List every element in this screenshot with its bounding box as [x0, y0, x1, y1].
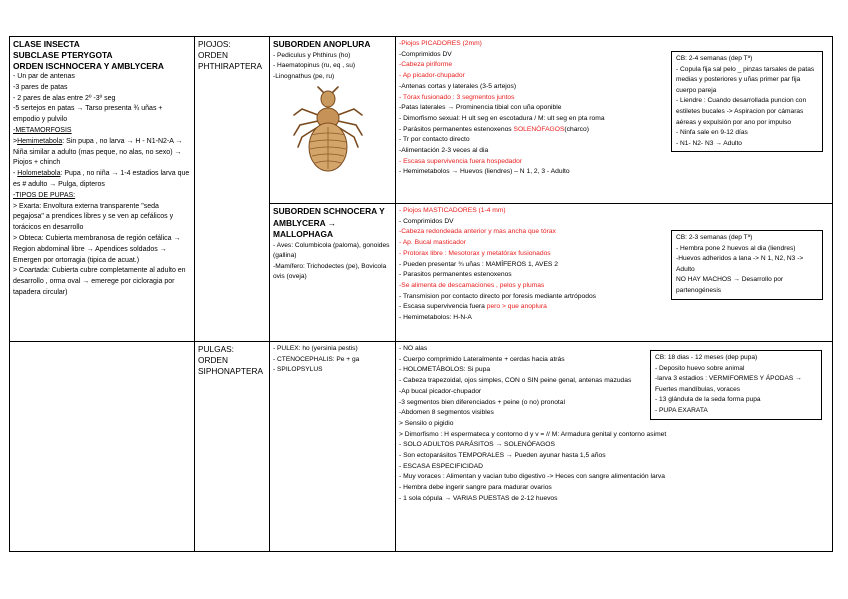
trait-line: - Comprimidos DV — [399, 217, 454, 225]
trait-line: - Muy voraces : Alimentan y vacian tubo digestivo -> Heces con sangre alimentación larva — [399, 473, 665, 481]
suborder-title: SUBORDEN ANOPLURA — [273, 39, 371, 49]
trait-line: - Protorax libre : Mesotorax y metatórax fusionados — [399, 249, 551, 257]
pupa-obteca: > Obteca: Cubierta membranosa de región cefálica → Region abdominal libre → Apendices soldados → Emergen por ortorragia (tipica de acuat.) — [13, 234, 181, 264]
class-cell — [10, 37, 195, 342]
table-row-pulgas — [10, 342, 833, 552]
suborder-title: SUBORDEN SCHNOCERA Y AMBLYCERA → MALLOPHAGA — [273, 206, 385, 239]
trait-line: > Sensilo o pigidio — [399, 419, 454, 427]
trait-line: - SOLO ADULTOS PARÁSITOS → SOLENÓFAGOS — [399, 441, 555, 449]
trait-line: - Piojos MASTICADORES (1-4 mm) — [399, 207, 506, 214]
trait-line: -Cabeza piriforme — [399, 61, 453, 69]
suborder-cell-mallophaga — [270, 204, 396, 342]
trait-line: - Cuerpo comprimido Lateralmente + cerdas hacia atrás — [399, 355, 565, 363]
trait-line: -Comprimidos DV — [399, 50, 452, 58]
trait-line: - 1 sola cópula → VARIAS PUESTAS de 2-12 huevos — [399, 494, 558, 502]
hemimetabola-item: >Hemimetabola: Sin pupa , no larva → H - N1-N2-A → Niña similar a adulto (mas peque, no alas, no sexo) → Piojos + chinch — [13, 137, 183, 167]
trait-line: -Cabeza redondeada anterior y mas ancha que tórax — [399, 228, 556, 236]
suborder-cell-anoplura — [270, 37, 396, 204]
notes-table — [9, 36, 833, 552]
trait-line: - Tórax fusionado : 3 segmentos juntos — [399, 93, 515, 101]
table-row-anoplura — [10, 37, 833, 204]
trait-line: - Hemimetabolos: H-N-A — [399, 314, 472, 322]
order-cell-piojos: PIOJOS: ORDEN PHTHIRAPTERA — [195, 37, 270, 342]
trait-line: -Ap bucal picador-chupador — [399, 387, 482, 395]
empty-cell — [10, 342, 195, 552]
trait-line: - Escasa supervivencia fuera hospedador — [399, 157, 523, 165]
trait-line: > Dimorfismo : H espermateca y contorno d y v = // M: Armadura genital y contorno asimet — [399, 430, 667, 438]
trait-line: -Patas laterales → Prominencia tibial con uña oponible — [399, 104, 562, 112]
species-cell-pulgas: - PULEX: ho (yersinia pestis) - CTENOCEPHALIS: Pe + ga - SPILOPSYLUS — [270, 342, 396, 552]
trait-line: - Escasa supervivencia fuera pero > que anoplura — [399, 303, 547, 311]
trait-line: - Hemimetabolos → Huevos (liendres) – N 1, 2, 3 - Adulto — [399, 168, 570, 176]
traits-cell-mallophaga — [396, 204, 833, 342]
trait-line: - ESCASA ESPECIFICIDAD — [399, 462, 483, 470]
class-title: CLASE INSECTA SUBCLASE PTERYGOTA ORDEN ISCHNOCERA Y AMBLYCERA — [13, 39, 164, 71]
trait-line: - Transmision por contacto directo por foresis mediante artrópodos — [399, 292, 597, 300]
trait-line: - Parásitos permanentes estenoxenos SOLENÓFAGOS(charco) — [399, 125, 589, 133]
holometabola-item: - Holometabola: Pupa , no niña → 1-4 estadios larva que es # adulto → Pulga, dipteros — [13, 170, 190, 188]
pupa-coartada: > Coartada: Cubierta cubre completamente al adulto en desarrollo , orma oval → emerege por cicloragia por tapadera circular) — [13, 267, 186, 296]
traits-cell-pulgas — [396, 342, 833, 552]
trait-line: - Tr por contacto directo — [399, 136, 470, 144]
metamorfosis-heading: -METAMORFOSIS — [13, 126, 72, 134]
trait-line: - Ap. Bucal masticador — [399, 239, 466, 247]
trait-line: - Son ectoparásitos TEMPORALES → Pueden ayunar hasta 1,5 años — [399, 452, 606, 460]
trait-line: -Abdomen 8 segmentos visibles — [399, 409, 494, 417]
trait-line: - Hembra debe ingerir sangre para madurar ovarios — [399, 484, 552, 492]
trait-line: - Pueden presentar ¾ uñas : MAMÍFEROS 1, AVES 2 — [399, 260, 558, 268]
cb-box-mallophaga: CB: 2-3 semanas (dep Tª) - Hembra pone 2 huevos al dia (liendres) -Huevos adheridos a lana -> N 1, N2, N3 -> Adulto NO HAY MACHOS → Desarrollo por partenogénesis — [671, 230, 823, 300]
species-list: - Pediculus y Phthirus (ho) - Haematopinus (ru, eq , su) -Linognathus (pe, ru) — [273, 51, 356, 80]
trait-line: - Parasitos permanentes estenoxenos — [399, 271, 512, 279]
trait-line: - HOLOMETÁBOLOS: Si pupa — [399, 366, 491, 374]
pupa-exarta: > Exarta: Envoltura externa transparente "seda pegajosa" a prendices libres y se ven ap cefálicos y torácicos en desarrollo — [13, 202, 174, 232]
trait-line: - Ap picador-chupador — [399, 72, 465, 80]
order-cell-pulgas: PULGAS: ORDEN SIPHONAPTERA — [195, 342, 270, 552]
trait-line: -Alimentación 2-3 veces al dia — [399, 147, 489, 155]
trait-line: -Se alimenta de descamaciones , pelos y plumas — [399, 281, 545, 289]
trait-line: - Cabeza trapezoidal, ojos simples, CON o SIN peine genal, antenas mazudas — [399, 377, 632, 385]
cb-box-anoplura: CB: 2-4 semanas (dep Tª) - Copula fija sal pelo _ pinzas tarsales de patas medias y posteriores y uñas primer par fija cuerpo pareja - Liendre : Cuando desarrollada puncion con estiletes bucales -> Aspiracion por cámaras aéreas y expulsión por ano por impulso - Ninfa sale en 9-12 días - N1- N2- N3 → Adulto — [671, 51, 823, 152]
trait-line: - Dimorfismo sexual: H ult seg en escotadura / M: ult seg en pta roma — [399, 114, 605, 122]
trait-line: -3 segmentos bien diferenciados + peine (o no) pronotal — [399, 398, 565, 406]
louse-illustration — [288, 85, 368, 175]
cb-box-pulgas: CB: 18 dias - 12 meses (dep pupa) - Deposito huevo sobre animal -larva 3 estadios : VERMIFORMES Y ÁPODAS → Fuertes mandíbulas, voraces - 13 glándula de la seda forma pupa - PUPA EXARATA — [650, 350, 822, 420]
traits-cell-anoplura — [396, 37, 833, 204]
trait-line: - NO alas — [399, 345, 428, 352]
trait-line: -Antenas cortas y laterales (3-5 artejos) — [399, 82, 517, 90]
general-traits: - Un par de antenas -3 pares de patas - 2 pares de alas entre 2º -3º seg -5 sertejos en patas → Tarso presenta ¾ uñas + empodio y pulvilo — [13, 73, 163, 124]
pupas-heading: -TIPOS DE PUPAS: — [13, 191, 76, 199]
trait-line: -Piojos PICADORES (2mm) — [399, 40, 482, 47]
species-list: - Aves: Columbicola (paloma), gonoides (gallina) -Mamífero: Trichodectes (pe), Bovicola ovis (oveja) — [273, 241, 390, 281]
